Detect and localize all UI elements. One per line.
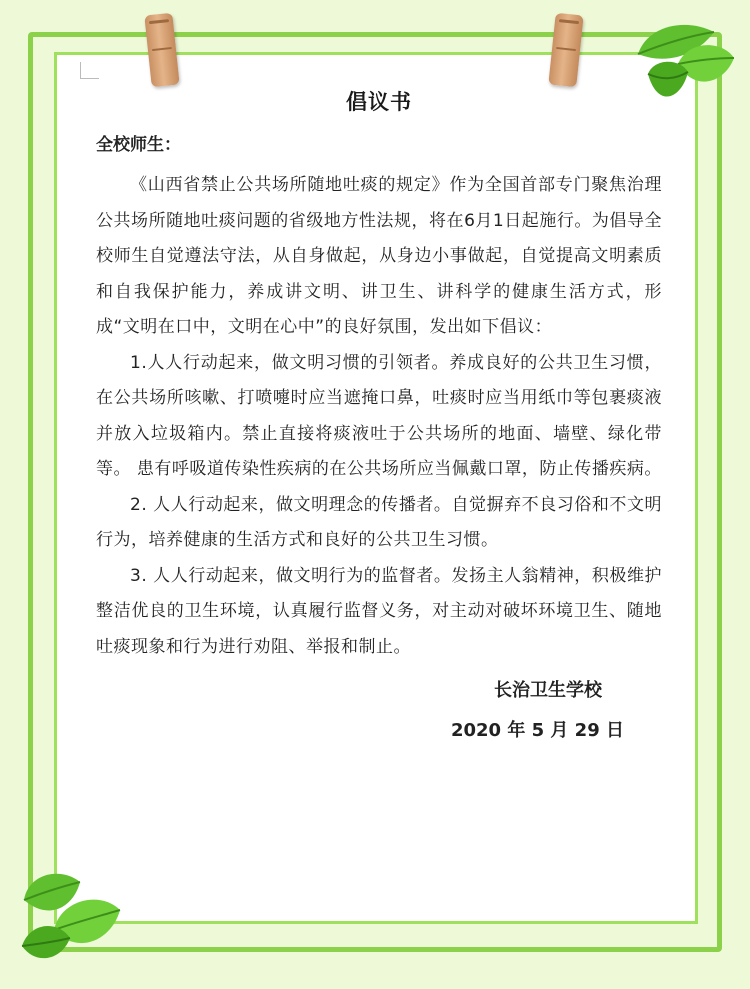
- letter-content: [96, 80, 662, 751]
- proposal-1-paragraph: 1.人人行动起来，做文明习惯的引领者。养成良好的公共卫生习惯， 在公共场所咳嗽、打喷嚏时应当遮掩口鼻，吐痰时应当用纸巾等包裹痰液并放入垃圾箱内。禁止直接将痰液吐于公共场所的地面、墙壁、绿化带等。 患有呼吸道传染性疾病的在公共场所应当佩戴口罩，防止传播疾病。: [96, 352, 662, 479]
- green-leaves-icon: [14, 860, 134, 970]
- salutation: 全校师生：: [96, 135, 181, 155]
- page-title: 倡议书: [346, 90, 412, 114]
- signature-organization: 长治卫生学校: [494, 680, 602, 701]
- signature-block: [96, 671, 662, 751]
- proposal-3-paragraph: 3. 人人行动起来，做文明行为的监督者。发扬主人翁精神，积极维护整洁优良的卫生环境，认真履行监督义务，对主动对破坏环境卫生、随地吐痰现象和行为进行劝阻、举报和制止。: [96, 565, 662, 657]
- page-corner-mark: [80, 62, 99, 79]
- signature-date: 2020 年 5 月 29 日: [450, 720, 624, 741]
- intro-paragraph: 《山西省禁止公共场所随地吐痰的规定》作为全国首部专门聚焦治理公共场所随地吐痰问题的省级地方性法规，将在6月1日起施行。为倡导全校师生自觉遵法守法，从自身做起，从身边小事做起，自觉提高文明素质和自我保护能力，养成讲文明、讲卫生、讲科学的健康生活方式，形成“文明在口中，文明在心中”的良好氛围，发出如下倡议：: [96, 175, 662, 337]
- proposal-2-paragraph: 2. 人人行动起来，做文明理念的传播者。自觉摒弃不良习俗和不文明行为，培养健康的生活方式和良好的公共卫生习惯。: [96, 494, 662, 550]
